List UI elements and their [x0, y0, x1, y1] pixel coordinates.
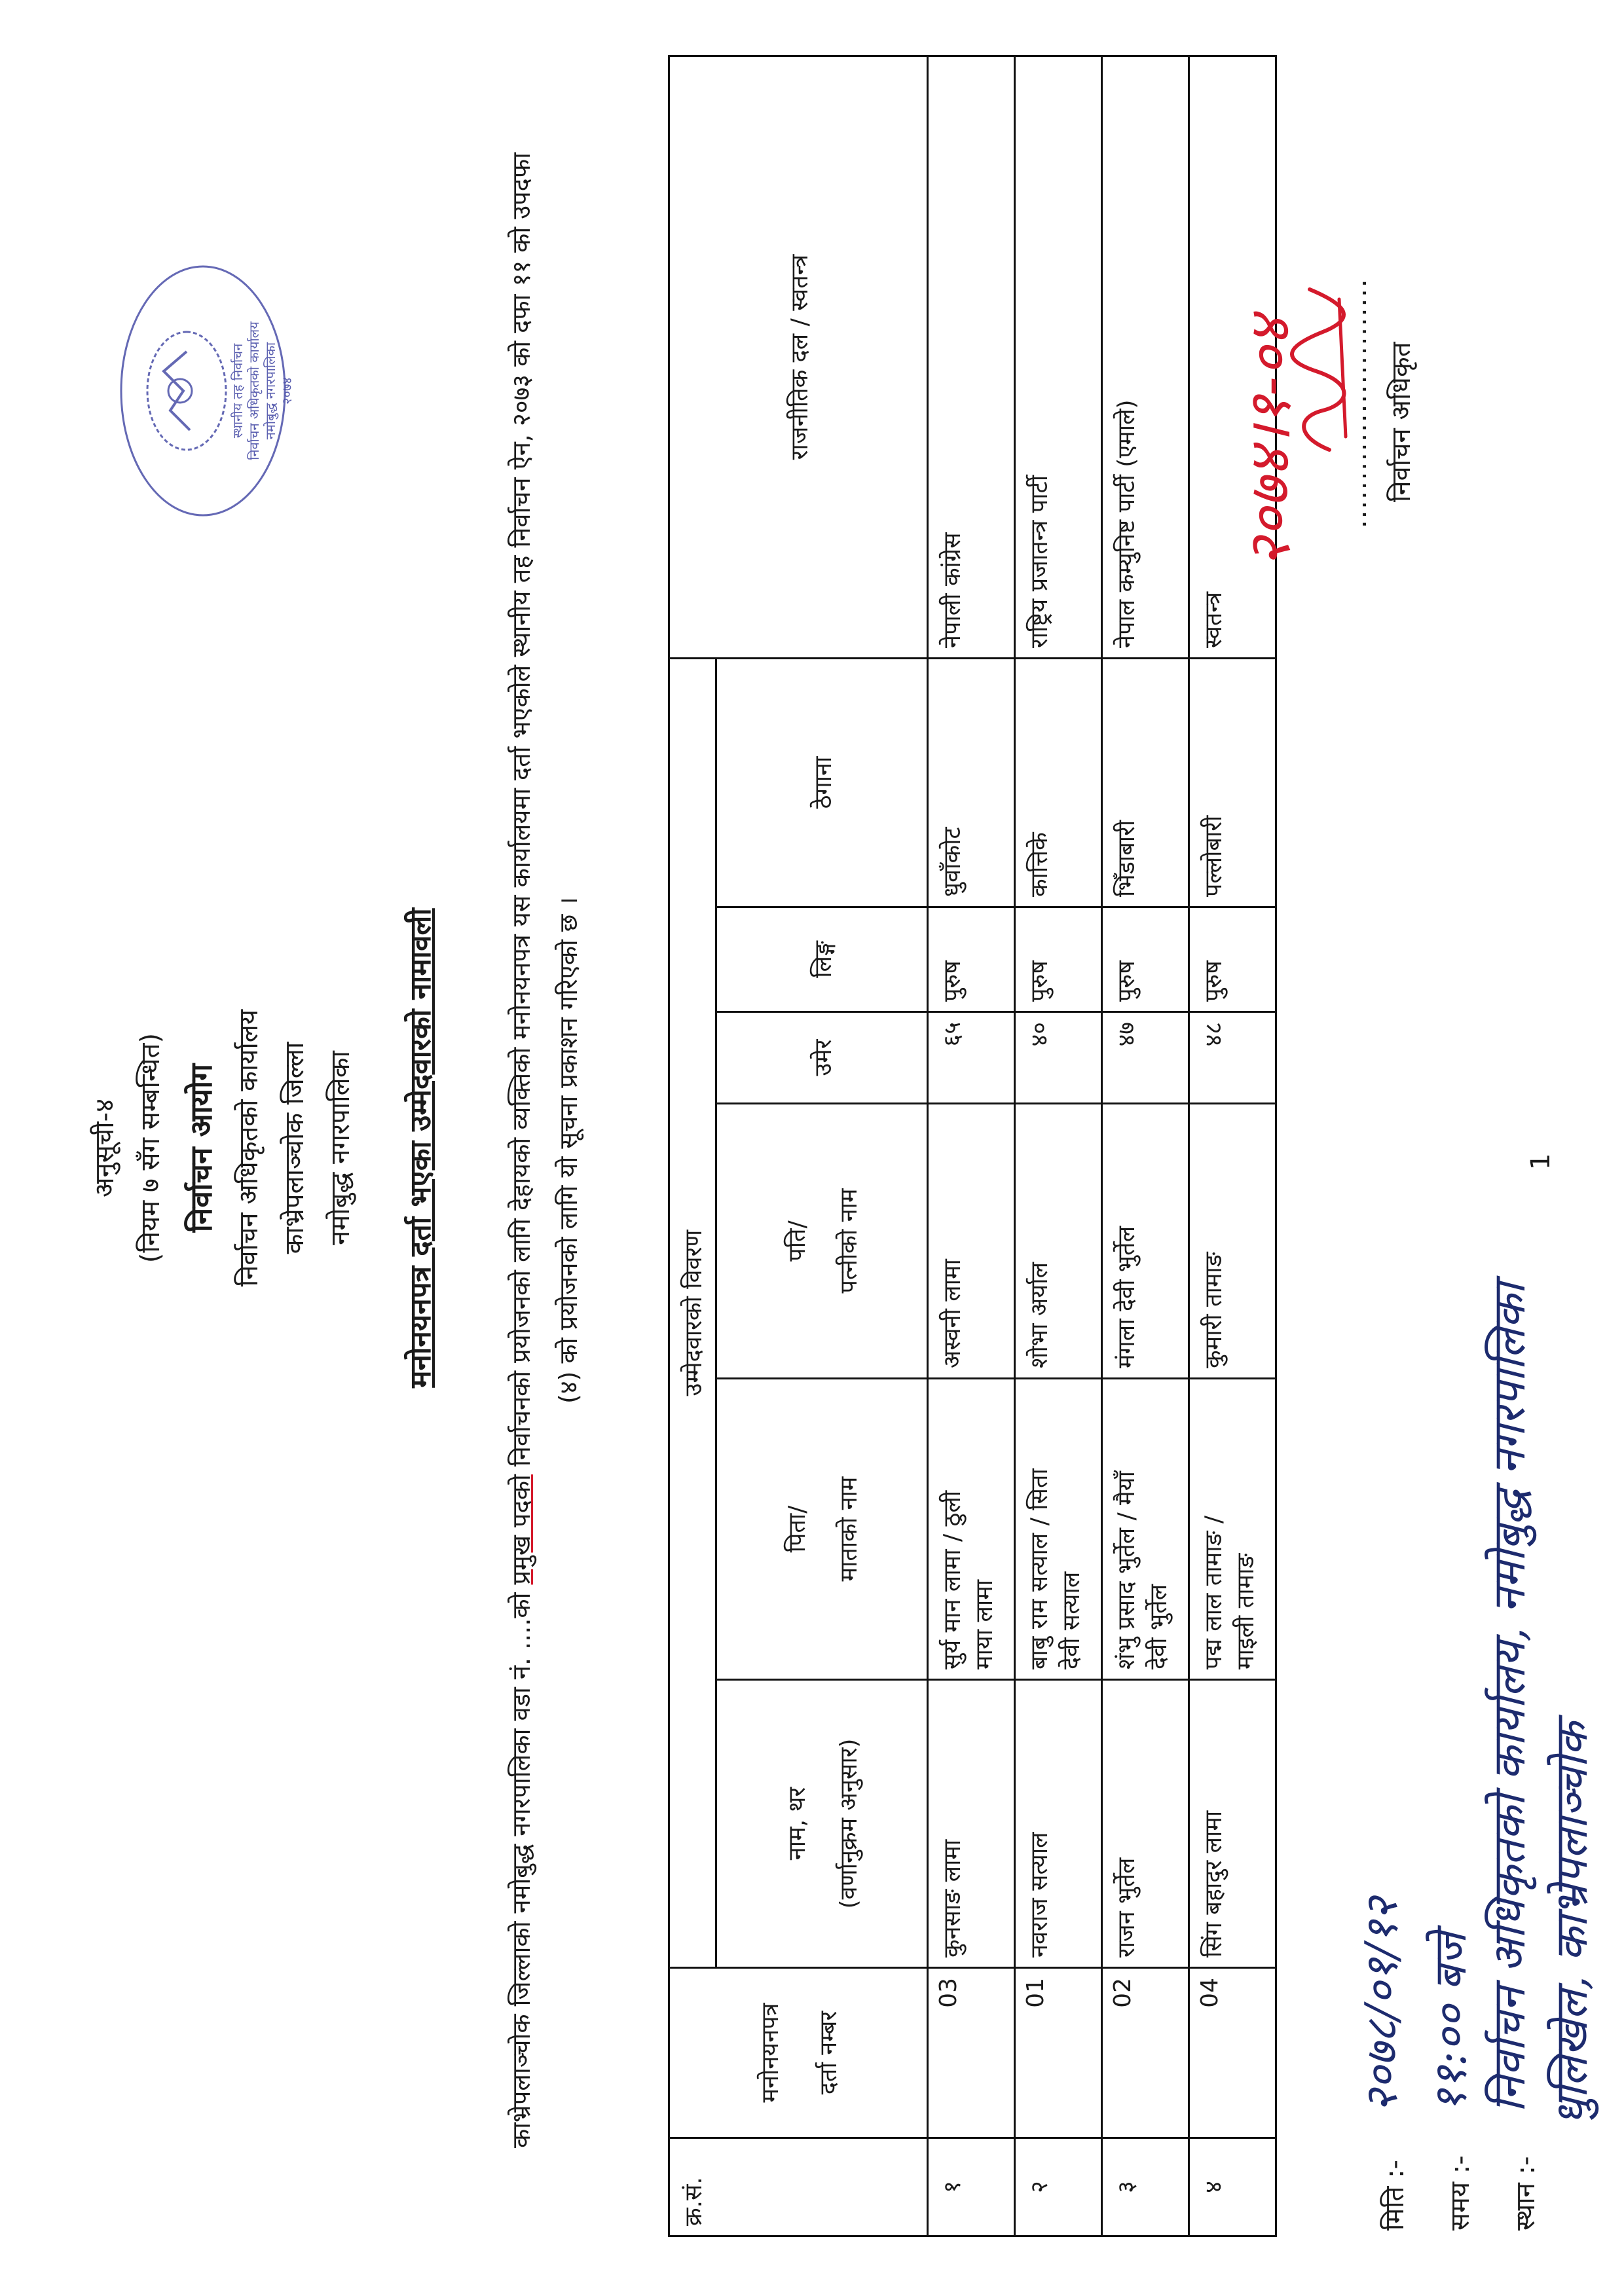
header-gender: लिङ्ग: [716, 907, 928, 1012]
cell-reg-no: 01: [1015, 1968, 1102, 2138]
header-name: [716, 1680, 928, 1968]
header-reg-no-line1: मनोनयनपत्र: [757, 2003, 784, 2103]
header-address: ठेगाना: [716, 658, 928, 907]
header-parents-line2: माताको नाम: [836, 1476, 862, 1582]
header-candidate-group: उम्मेदवारको विवरण: [669, 658, 716, 1967]
cell-spouse: मंगला देवी भुर्तेल: [1102, 1104, 1189, 1379]
cell-parents: [928, 1379, 1015, 1680]
cell-parents: [1102, 1379, 1189, 1680]
cell-gender: पुरुष: [1102, 907, 1189, 1012]
cell-parents-line1: पद्म लाल तामाङ /: [1200, 1515, 1227, 1669]
header-name-line2: (वर्णानुक्रम अनुसार): [836, 1738, 862, 1909]
cell-gender: पुरुष: [1015, 907, 1102, 1012]
district-name: काभ्रेपलाञ्चोक जिल्ला: [280, 1042, 310, 1254]
cell-age: ४०: [1015, 1012, 1102, 1104]
header-spouse-line1: पति/: [784, 1220, 811, 1262]
notice-part-2: निर्वाचनको प्रयोजनको लागि देहायको व्यक्तिको मनोनयनपत्र यस कार्यालयमा दर्ता भएकोले स्थानीय तह निर्वाचन ऐन, २०७३ को दफा ११ को उपदफा (४) को प्रयोजनको लागि यो सूचना प्रकाशन गरिएको छ ।: [507, 152, 583, 1475]
office-name: निर्वाचन अधिकृतको कार्यालय: [234, 1009, 264, 1287]
cell-address: कात्तिके: [1015, 658, 1102, 907]
notice-paragraph: [498, 136, 592, 2165]
cell-parents-line2: देवी सत्याल: [1058, 1571, 1085, 1669]
table-row: [1015, 56, 1102, 2236]
rule-reference: (नियम ७ सँग सम्बन्धित): [136, 1032, 166, 1264]
seal-text-3: नमोबुद्ध नगरपालिका: [263, 342, 278, 440]
cell-address: धुवाँकोट: [928, 658, 1015, 907]
header-name-line1: नाम, थर: [784, 1787, 811, 1861]
header-serial: क्र.सं.: [669, 2138, 928, 2236]
officer-title: निर्वाचन अधिकृत: [1386, 342, 1416, 502]
candidate-table: [668, 55, 1277, 2237]
header-spouse-line2: पत्नीको नाम: [836, 1188, 862, 1294]
cell-name: सिंग बहादुर लामा: [1189, 1680, 1276, 1968]
page-number: 1: [1526, 1153, 1556, 1170]
commission-name: निर्वाचन आयोग: [183, 1063, 219, 1233]
header-spouse: [716, 1104, 928, 1379]
cell-age: ६५: [928, 1012, 1015, 1104]
header-reg-no: [669, 1968, 928, 2138]
cell-serial: ४: [1189, 2138, 1276, 2236]
cell-parents: [1015, 1379, 1102, 1680]
cell-parents-line2: देवी भुर्तेल: [1145, 1584, 1172, 1669]
cell-spouse: कुमारी तामाङ: [1189, 1104, 1276, 1379]
cell-name: कुनसाङ लामा: [928, 1680, 1015, 1968]
municipality-name: नमोबुद्ध नगरपालिका: [325, 1051, 356, 1245]
cell-serial: ३: [1102, 2138, 1189, 2236]
notice-part-1: काभ्रेपलाञ्चोक जिल्लाको नमोबुद्ध नगरपालिका वडा नं. ....को: [507, 1584, 536, 2149]
place-label: स्थान :-: [1511, 2156, 1541, 2231]
cell-spouse: अस्वनी लामा: [928, 1104, 1015, 1379]
notice-post: प्रमुख पदको: [507, 1474, 536, 1585]
place-value-line2: धुलिखेल, काभ्रेपलाञ्चोक: [1546, 1722, 1598, 2126]
header-party: राजनीतिक दल / स्वतन्त्र: [669, 56, 928, 658]
cell-serial: २: [1015, 2138, 1102, 2236]
cell-spouse: शोभा अर्याल: [1015, 1104, 1102, 1379]
schedule-number: अनुसूची-४: [90, 1099, 120, 1197]
cell-gender: पुरुष: [1189, 907, 1276, 1012]
cell-age: ४७: [1102, 1012, 1189, 1104]
table-row: [928, 56, 1015, 2236]
handwritten-red-date: २०७४।१-०४: [1236, 316, 1303, 568]
cell-reg-no: 04: [1189, 1968, 1276, 2138]
cell-parents-line1: बाबु राम सत्याल / सिता: [1026, 1468, 1053, 1669]
cell-party: नेपाल कम्युनिष्ट पार्टी (एमाले): [1102, 56, 1189, 658]
seal-text-4: २०७४: [279, 377, 295, 405]
cell-address: भिँडाबारी: [1102, 658, 1189, 907]
cell-name: नवराज सत्याल: [1015, 1680, 1102, 1968]
office-seal-stamp: [111, 253, 308, 528]
seal-text-1: स्थानीय तह निर्वाचन: [230, 343, 246, 439]
cell-party: नेपाली कांग्रेस: [928, 56, 1015, 658]
header-age: उमेर: [716, 1012, 928, 1104]
cell-gender: पुरुष: [928, 907, 1015, 1012]
document-title: मनोनयनपत्र दर्ता भएका उम्मेदवारको नामावली: [404, 908, 437, 1388]
date-value-handwritten: २०७८/०१/१२: [1356, 1897, 1408, 2113]
signature-line: ..........................: [1342, 278, 1373, 528]
cell-reg-no: 03: [928, 1968, 1015, 2138]
cell-parents-line2: माइली तामाङ: [1232, 1553, 1259, 1669]
time-label: समय :-: [1445, 2155, 1475, 2231]
header-parents: [716, 1379, 928, 1680]
time-value-handwritten: ११:०० बजे: [1425, 1932, 1477, 2113]
place-value-line1: निर्वाचन अधिकृतको कार्यालय, नमोबुद्ध नगरपालिका: [1484, 1283, 1536, 2113]
cell-party: राष्ट्रिय प्रजातन्त्र पार्टी: [1015, 56, 1102, 658]
cell-age: ४८: [1189, 1012, 1276, 1104]
cell-reg-no: 02: [1102, 1968, 1189, 2138]
cell-parents: [1189, 1379, 1276, 1680]
table-row: [1102, 56, 1189, 2236]
cell-serial: १: [928, 2138, 1015, 2236]
cell-name: राजन भुर्तेल: [1102, 1680, 1189, 1968]
cell-parents-line1: शंभु प्रसाद भुर्तेल / मैयाँ: [1113, 1471, 1140, 1669]
cell-address: पल्लोबारी: [1189, 658, 1276, 907]
cell-party: स्वतन्त्र: [1189, 56, 1276, 658]
date-label: मिति :-: [1380, 2159, 1410, 2231]
cell-parents-line1: सुर्य मान लामा / ठुली: [939, 1490, 966, 1669]
cell-parents-line2: माया लामा: [971, 1579, 998, 1669]
header-reg-no-line2: दर्ता नम्बर: [815, 2011, 842, 2095]
header-parents-line1: पिता/: [784, 1505, 811, 1553]
seal-text-2: निर्वाचन अधिकृतको कार्यालय: [246, 321, 262, 460]
